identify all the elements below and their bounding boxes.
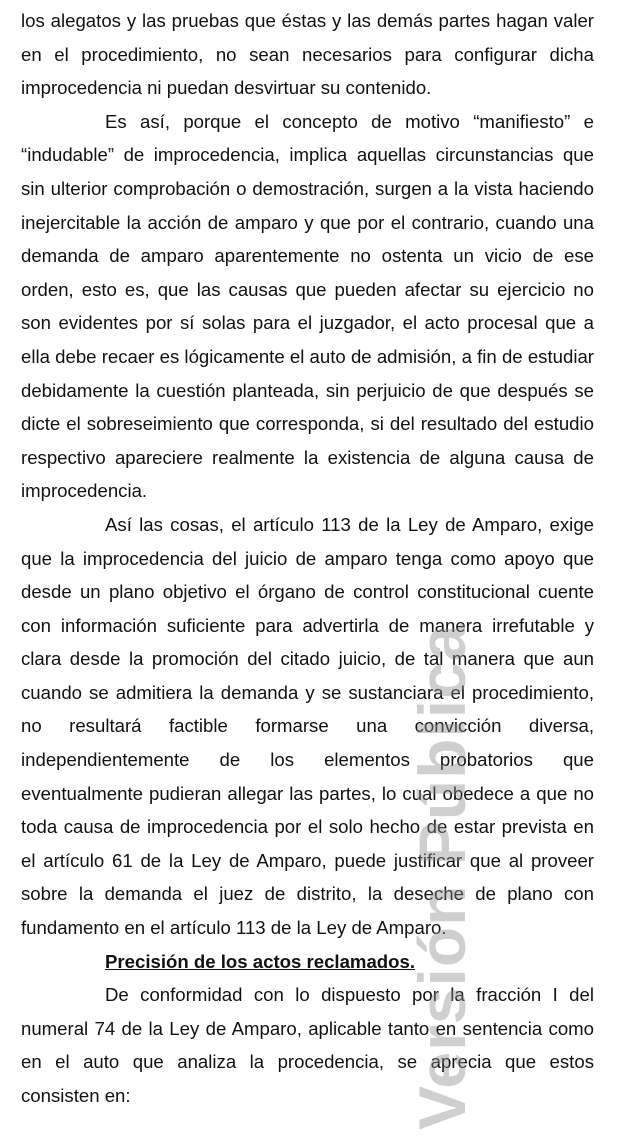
paragraph-manifest-improcedence: Es así, porque el concepto de motivo “manifiesto” e “indudable” de improcedencia, implica aquellas circunstancias que sin ulterior comprobación o demostración, surgen a la vista haciendo inejercitable la acción de amparo y que por el contrario, cuando una demanda de amparo aparentemente no ostenta un vicio de ese orden, esto es, que las causas que pueden afectar su ejercicio no son evidentes por sí solas para el juzgador, el acto procesal que a ella debe recaer es lógicamente el auto de admisión, a fin de estudiar debidamente la cuestión planteada, sin perjuicio de que después se dicte el sobreseimiento que corresponda, si del resultado del estudio respectivo apareciere realmente la existencia de alguna causa de improcedencia.: [21, 110, 594, 502]
paragraph-acts-claimed: De conformidad con lo dispuesto por la fracción I del numeral 74 de la Ley de Amparo, aplicable tanto en sentencia como en el auto que analiza la procedencia, se aprecia que estos consisten en:: [21, 984, 594, 1106]
section-heading: Precisión de los actos reclamados.: [105, 950, 416, 972]
paragraph-article-113: Así las cosas, el artículo 113 de la Ley de Amparo, exige que la improcedencia del juicio de amparo tenga como apoyo que desde un plano objetivo el órgano de control constitucional cuente con información suficiente para advertirla de manera irrefutable y clara desde la promoción del citado juicio, de tal manera que aun cuando se admitiera la demanda y se sustanciara el procedimiento, no resultará factible formarse una convicción diversa, independientemente de los elementos probatorios que eventualmente pudieran allegar las partes, lo cual obedece a que no toda causa de improcedencia por el solo hecho de estar prevista en el artículo 61 de la Ley de Amparo, puede justificar que al proveer sobre la demanda el juez de distrito, la deseche de plano con fundamento en el artículo 113 de la Ley de Amparo.: [21, 513, 594, 939]
document-body: [21, 4, 594, 1113]
watermark-text: Versión Pública: [405, 623, 479, 1130]
paragraph-continuation: los alegatos y las pruebas que éstas y las demás partes hagan valer en el procedimiento, no sean necesarios para configurar dicha improcedencia ni puedan desvirtuar su contenido.: [21, 10, 594, 99]
